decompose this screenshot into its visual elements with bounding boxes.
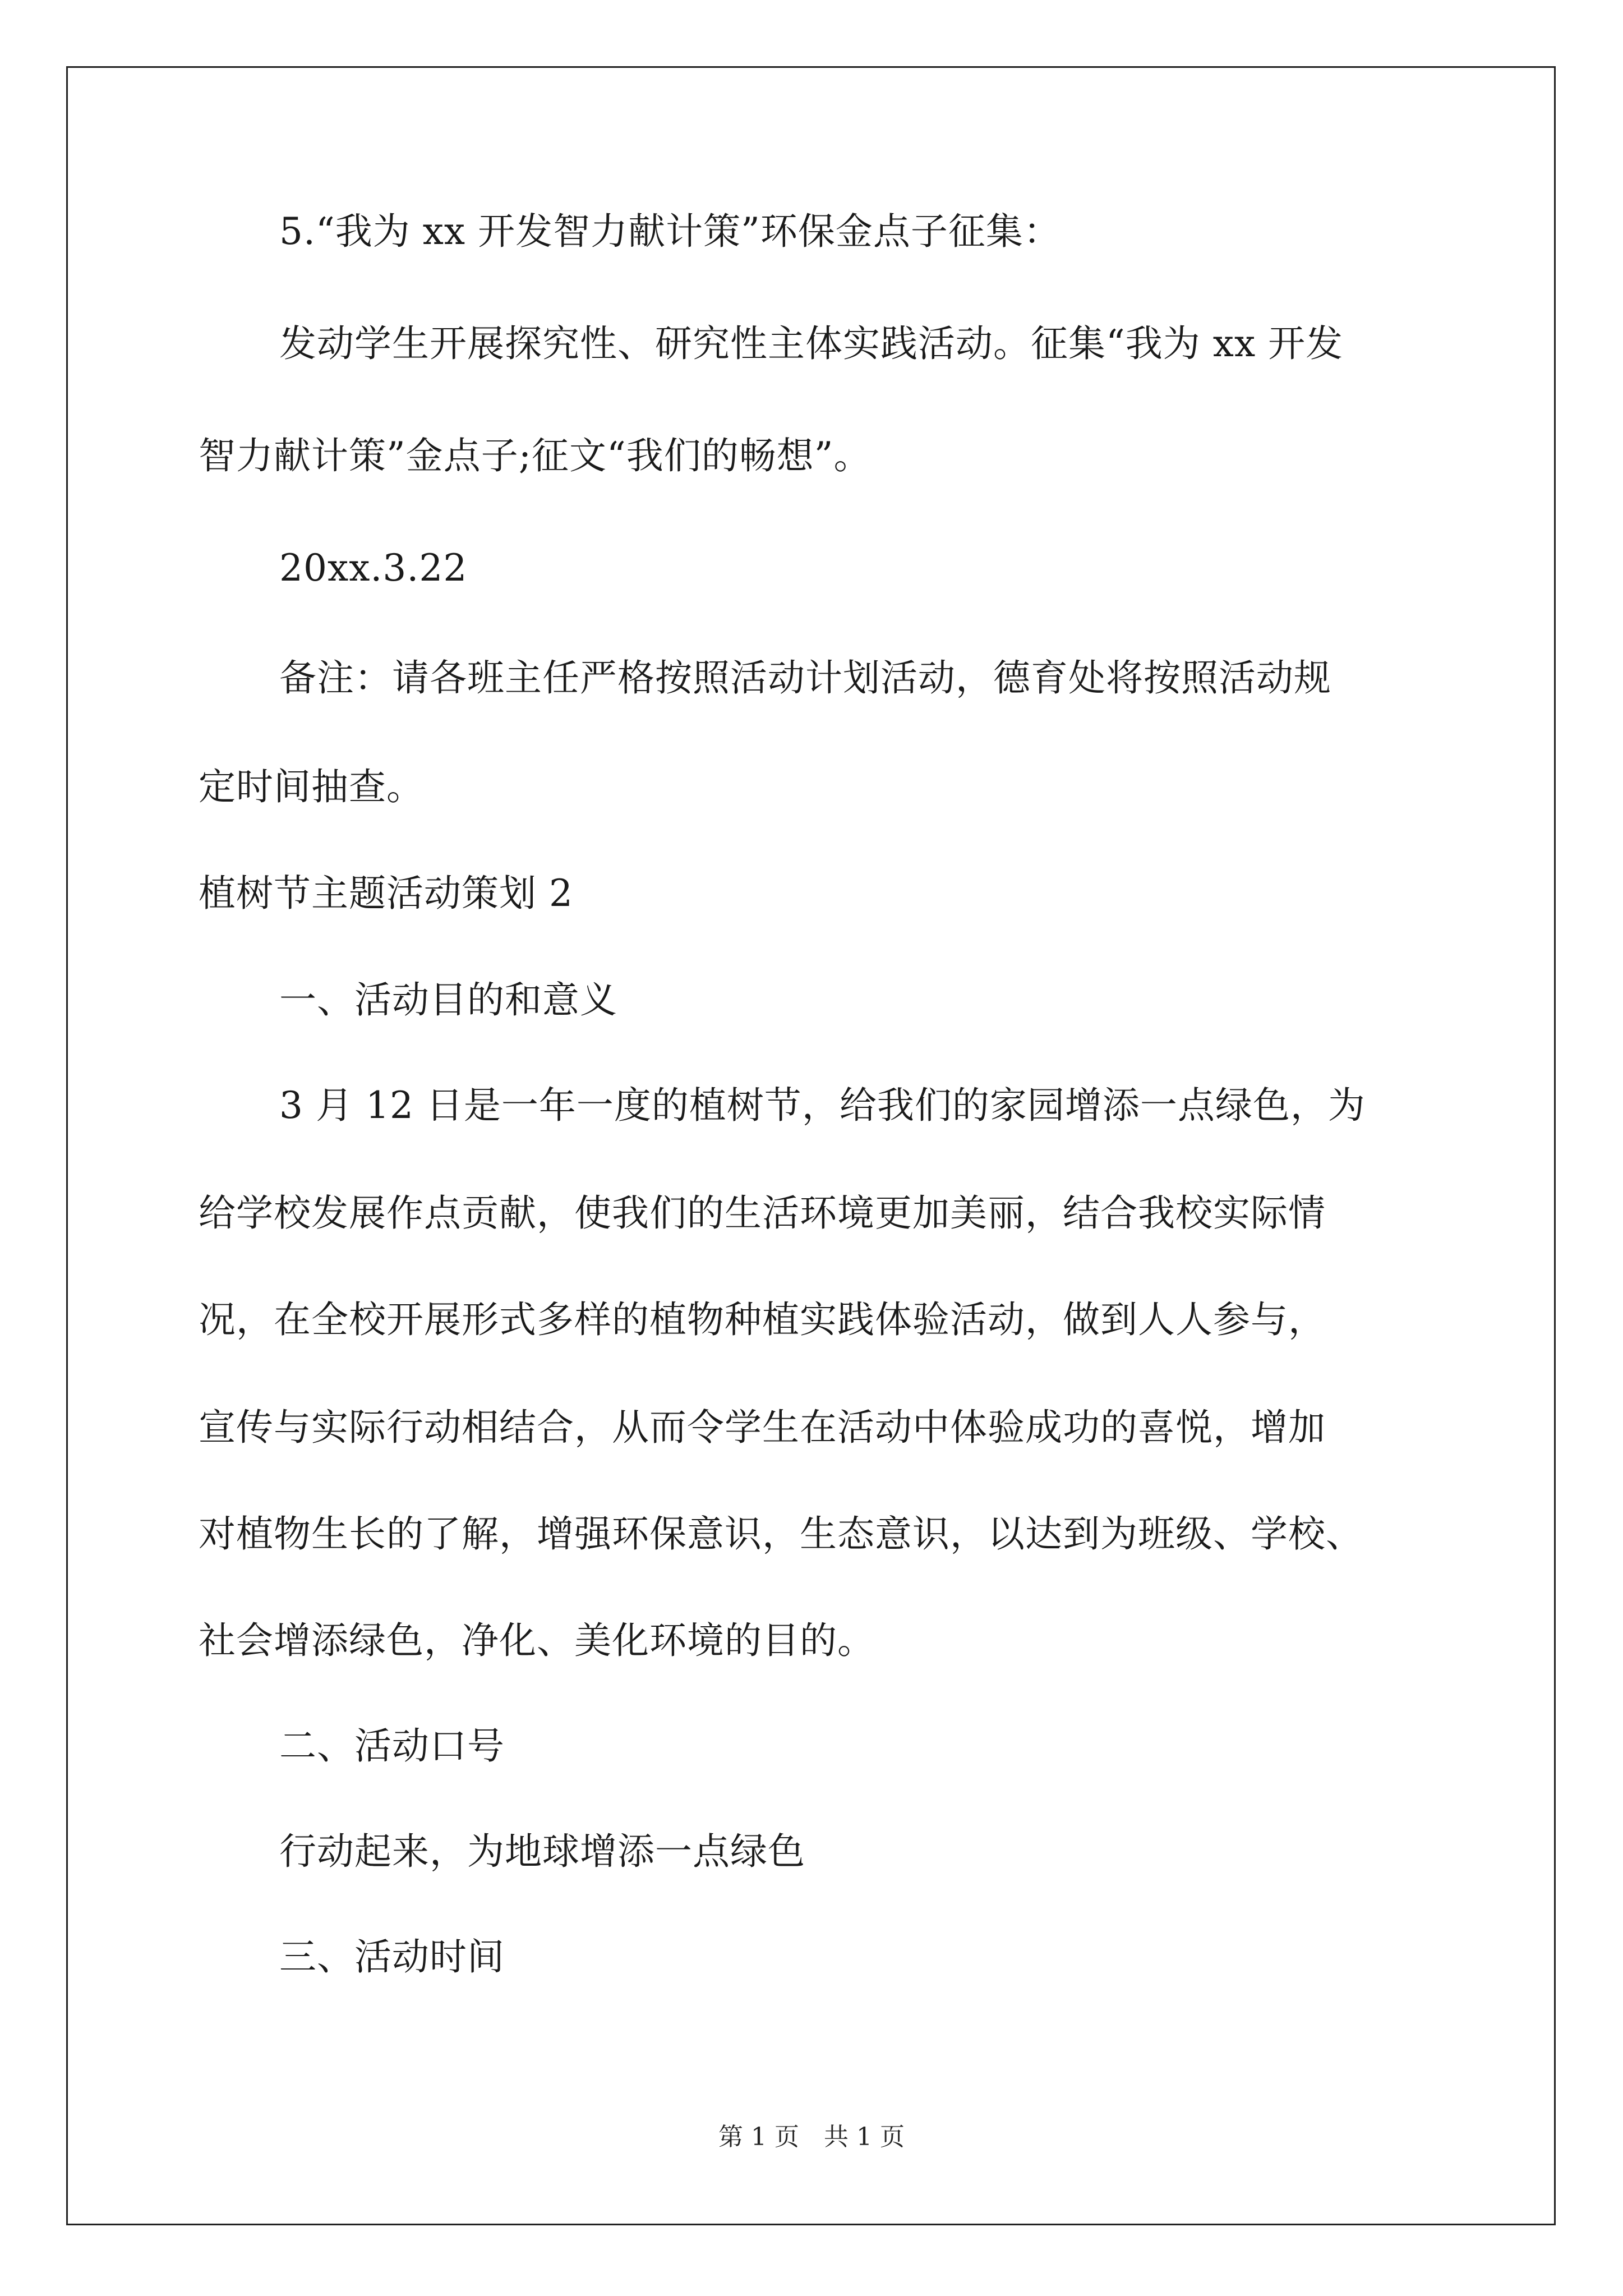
heading: 三、活动时间 [279, 1935, 505, 1978]
text-line: 行动起来，为地球增添一点绿色 [279, 1830, 805, 1873]
heading: 二、活动口号 [279, 1724, 505, 1768]
page-border [66, 66, 1556, 2225]
text-line: 定时间抽查。 [199, 765, 424, 808]
text-line: 3 月 12 日是一年一度的植树节，给我们的家园增添一点绿色，为 [279, 1084, 1366, 1127]
section-title: 植树节主题活动策划 2 [199, 872, 573, 915]
text-line: 给学校发展作点贡献，使我们的生活环境更加美丽，结合我校实际情 [199, 1191, 1326, 1235]
text-line: 智力献计策”金点子;征文“我们的畅想”。 [199, 434, 872, 477]
text-line: 宣传与实际行动相结合，从而令学生在活动中体验成功的喜悦，增加 [199, 1406, 1326, 1449]
text-line: 备注：请各班主任严格按照活动计划活动，德育处将按照活动规 [279, 656, 1331, 700]
page-footer: 第 1 页 共 1 页 [718, 2123, 905, 2151]
text-line: 社会增添绿色，净化、美化环境的目的。 [199, 1619, 875, 1662]
text-line: 对植物生长的了解，增强环保意识，生态意识，以达到为班级、学校、 [199, 1512, 1363, 1556]
text-line: 发动学生开展探究性、研究性主体实践活动。征集“我为 xx 开发 [279, 322, 1344, 365]
heading: 一、活动目的和意义 [279, 978, 617, 1022]
text-line: 5.“我为 xx 开发智力献计策”环保金点子征集： [279, 210, 1061, 253]
date-line: 20xx.3.22 [279, 546, 468, 590]
text-line: 况，在全校开展形式多样的植物种植实践体验活动，做到人人参与， [199, 1298, 1326, 1341]
